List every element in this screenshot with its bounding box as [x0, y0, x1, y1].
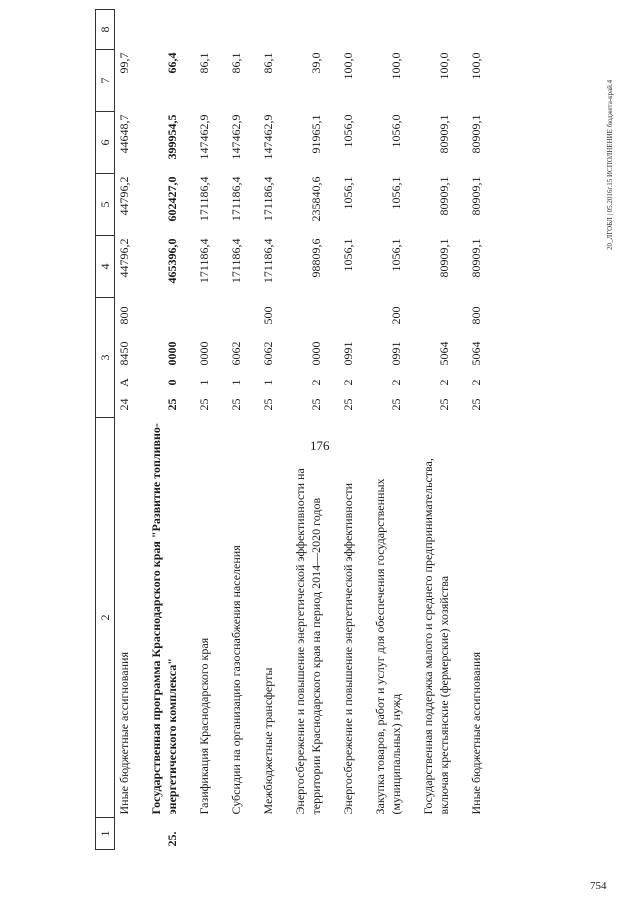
- row-name: Энергосбережение и повышение энергетической эффективности: [341, 483, 355, 815]
- code-direction: 0991: [341, 341, 355, 366]
- value-percent: 86,1: [197, 52, 211, 74]
- code-subprogram: А: [117, 378, 131, 387]
- code-expense-type: 800: [469, 306, 483, 325]
- row-number: [115, 818, 134, 850]
- value-approved: 80909,1: [469, 238, 483, 278]
- value-percent: 100,0: [469, 52, 483, 80]
- header-cell-3: 3: [96, 298, 115, 418]
- code-program: 25: [229, 398, 243, 411]
- value-percent: 39,0: [309, 52, 323, 74]
- code-expense-type: [339, 298, 357, 334]
- row-spacer: [277, 10, 291, 850]
- header-cell-7: 7: [96, 50, 115, 112]
- value-percent: 100,0: [341, 52, 355, 80]
- code-direction: 0991: [389, 341, 403, 366]
- value-plan: 602427,0: [165, 176, 179, 222]
- code-program: 25: [389, 398, 403, 411]
- value-percent: 66,4: [165, 52, 179, 74]
- code-program: 25: [469, 398, 483, 411]
- row-name: Межбюджетные трансферты: [261, 667, 275, 815]
- table-row: [467, 10, 485, 850]
- value-approved: 44796,2: [117, 238, 131, 278]
- value-approved: 171186,4: [229, 238, 243, 284]
- value-approved: 98809,6: [309, 238, 323, 278]
- row-name: Иные бюджетные ассигнования: [117, 652, 131, 815]
- code-subprogram: 1: [261, 379, 275, 386]
- value-executed: 91965,1: [309, 114, 323, 154]
- row-name: Закупка товаров, работ и услуг для обеспечения государственных (муниципальных) нужд: [373, 478, 403, 815]
- table-row: [419, 10, 453, 850]
- value-approved: 465396,0: [165, 238, 179, 284]
- value-plan: 171186,4: [261, 176, 275, 222]
- row-name: Государственная поддержка малого и среднего предпринимательства, включая крестьянские (фермерские) хозяйства: [421, 458, 451, 815]
- table-row: [371, 10, 405, 850]
- code-direction: 0000: [309, 341, 323, 366]
- code-subprogram: 2: [437, 379, 451, 386]
- side-note: 20_ЛГОБЛ | 05.2016г.15 ИСПОЛНЕНИЕ бюджета-край.4: [606, 79, 614, 250]
- code-expense-type: 800: [117, 306, 131, 325]
- row-number: [467, 818, 485, 850]
- code-direction: 6062: [229, 341, 243, 366]
- table-row: [115, 10, 134, 850]
- code-subprogram: 2: [469, 379, 483, 386]
- value-plan: 171186,4: [229, 176, 243, 222]
- code-direction: 5064: [437, 341, 451, 366]
- value-percent: 86,1: [261, 52, 275, 74]
- code-direction: 8450: [117, 341, 131, 366]
- value-percent: 99,7: [117, 52, 131, 74]
- code-program: 24: [117, 398, 131, 411]
- value-plan: 1056,1: [341, 176, 355, 210]
- table-row: [339, 10, 357, 850]
- header-cell-2: 2: [96, 418, 115, 818]
- header-cell-8: 8: [96, 10, 115, 50]
- value-executed: 147462,9: [197, 114, 211, 160]
- code-expense-type: 500: [261, 306, 275, 325]
- code-direction: 0000: [165, 341, 179, 366]
- table-row: [291, 10, 325, 850]
- rotated-table-container: [95, 26, 595, 850]
- code-direction: 0000: [197, 341, 211, 366]
- value-executed: 1056,0: [341, 114, 355, 148]
- page-number: 176: [310, 438, 330, 453]
- row-spacer: [357, 10, 371, 850]
- value-approved: 171186,4: [197, 238, 211, 284]
- value-executed: 1056,0: [389, 114, 403, 148]
- value-executed: 399954,5: [165, 114, 179, 160]
- table-row: [147, 10, 181, 850]
- header-row: [96, 10, 115, 850]
- value-percent: 86,1: [229, 52, 243, 74]
- code-program: 25: [261, 398, 275, 411]
- table-body: [96, 10, 486, 850]
- value-approved: 1056,1: [341, 238, 355, 272]
- row-name: Иные бюджетные ассигнования: [469, 652, 483, 815]
- value-plan: 235840,6: [309, 176, 323, 222]
- row-number: [419, 818, 453, 850]
- row-spacer: [181, 10, 195, 850]
- row-name: Государственная программа Краснодарского края "Развитие топливно-энергетического комплекса": [149, 423, 179, 815]
- row-number: [339, 818, 357, 850]
- row-number: 25.: [165, 831, 179, 847]
- row-number: [227, 818, 245, 850]
- row-spacer: [325, 10, 339, 850]
- code-expense-type: [195, 298, 213, 334]
- code-program: 25: [165, 398, 179, 411]
- value-executed: 44648,7: [117, 114, 131, 154]
- value-plan: 171186,4: [197, 176, 211, 222]
- row-spacer: [245, 10, 259, 850]
- row-spacer: [213, 10, 227, 850]
- value-plan: 1056,1: [389, 176, 403, 210]
- header-cell-6: 6: [96, 112, 115, 174]
- row-name: Энергосбережение и повышение энергетической эффективности на территории Краснодарского края на период 2014—2020 годов: [293, 468, 323, 815]
- value-approved: 171186,4: [261, 238, 275, 284]
- row-name: Газификация Краснодарского края: [197, 637, 211, 815]
- row-spacer: [453, 10, 467, 850]
- code-subprogram: 2: [309, 379, 323, 386]
- value-executed: 147462,9: [229, 114, 243, 160]
- value-percent: 100,0: [389, 52, 403, 80]
- code-expense-type: [147, 298, 181, 334]
- row-spacer: [133, 10, 147, 850]
- code-program: 25: [437, 398, 451, 411]
- row-number: [371, 818, 405, 850]
- code-direction: 6062: [261, 341, 275, 366]
- table-row: [259, 10, 277, 850]
- value-plan: 80909,1: [437, 176, 451, 216]
- table-row: [195, 10, 213, 850]
- header-cell-5: 5: [96, 174, 115, 236]
- code-subprogram: 1: [197, 379, 211, 386]
- folio-number: 754: [590, 880, 607, 892]
- code-subprogram: 2: [341, 379, 355, 386]
- row-number: [291, 818, 325, 850]
- code-subprogram: 0: [165, 379, 179, 386]
- value-approved: 80909,1: [437, 238, 451, 278]
- code-expense-type: [227, 298, 245, 334]
- table-row: [227, 10, 245, 850]
- row-number: [259, 818, 277, 850]
- value-executed: 80909,1: [469, 114, 483, 154]
- row-spacer: [405, 10, 419, 850]
- value-percent: 100,0: [437, 52, 451, 80]
- value-executed: 80909,1: [437, 114, 451, 154]
- code-expense-type: [419, 298, 453, 334]
- row-name: Субсидии на организацию газоснабжения населения: [229, 545, 243, 815]
- row-number: [195, 818, 213, 850]
- code-subprogram: 2: [389, 379, 403, 386]
- value-plan: 44796,2: [117, 176, 131, 216]
- value-approved: 1056,1: [389, 238, 403, 272]
- value-plan: 80909,1: [469, 176, 483, 216]
- code-subprogram: 1: [229, 379, 243, 386]
- code-direction: 5064: [469, 341, 483, 366]
- value-executed: 147462,9: [261, 114, 275, 160]
- code-program: 25: [341, 398, 355, 411]
- code-expense-type: 200: [389, 306, 403, 325]
- code-expense-type: [291, 298, 325, 334]
- code-program: 25: [309, 398, 323, 411]
- header-cell-1: 1: [96, 818, 115, 850]
- code-program: 25: [197, 398, 211, 411]
- header-cell-4: 4: [96, 236, 115, 298]
- budget-table: [95, 9, 485, 850]
